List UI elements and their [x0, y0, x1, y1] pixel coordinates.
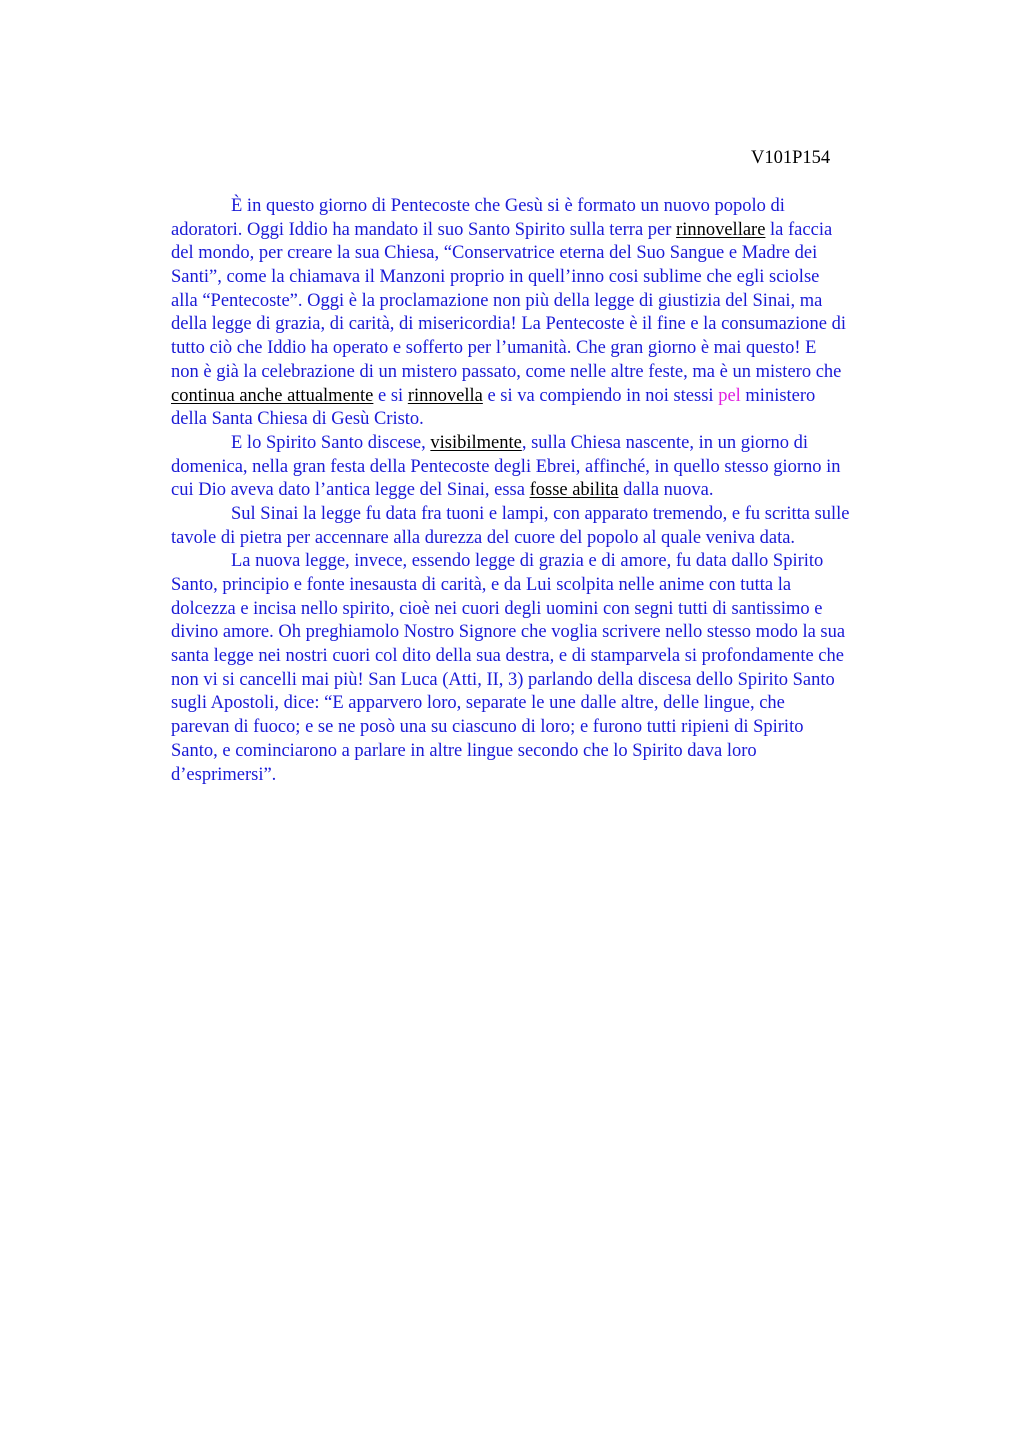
- text-line: sugli Apostoli, dice: “E apparvero loro, separate le une dalle altre, delle lingue, che: [171, 693, 785, 714]
- text-run: e si: [373, 385, 408, 406]
- text-line: del mondo, per creare la sua Chiesa, “Conservatrice eterna del Suo Sangue e Madre dei: [171, 243, 818, 264]
- text-line: non vi si cancelli mai più! San Luca (Atti, II, 3) parlando della discesa dello Spirito Santo: [171, 669, 835, 690]
- text-line: tavole di pietra per accennare alla durezza del cuore del popolo al quale veniva data.: [171, 527, 796, 548]
- text-run: ministero: [740, 385, 816, 406]
- underlined-word: rinnovellare: [676, 219, 766, 240]
- text-run: dalla nuova.: [618, 480, 714, 501]
- text-line: Santi”, come la chiamava il Manzoni proprio in quell’inno cosi sublime che egli sciolse: [171, 267, 820, 288]
- text-line: d’esprimersi”.: [171, 764, 277, 785]
- underlined-word: visibilmente: [430, 432, 522, 453]
- text-line: domenica, nella gran festa della Pentecoste degli Ebrei, affinché, in quello stesso giorno in: [171, 456, 841, 477]
- text-run: , sulla Chiesa nascente, in un giorno di: [521, 432, 809, 453]
- text-line: della legge di grazia, di carità, di misericordia! La Pentecoste è il fine e la consumazione di: [171, 314, 846, 335]
- text-line: Sul Sinai la legge fu data fra tuoni e lampi, con apparato tremendo, e fu scritta sulle: [231, 503, 850, 524]
- text-line: [171, 385, 931, 409]
- document-body: [171, 195, 931, 787]
- text-run: e si va compiendo in noi stessi: [482, 385, 719, 406]
- underlined-word: rinnovella: [407, 385, 483, 406]
- text-run: E lo Spirito Santo discese,: [231, 432, 431, 453]
- text-run: cui Dio aveva dato l’antica legge del Sinai, essa: [171, 480, 530, 501]
- text-run: la faccia: [765, 219, 833, 240]
- underlined-phrase: fosse abilita: [529, 480, 619, 501]
- text-run: adoratori. Oggi Iddio ha mandato il suo Santo Spirito sulla terra per: [171, 219, 677, 240]
- highlighted-word: pel: [718, 385, 741, 406]
- text-line: non è già la celebrazione di un mistero passato, come nelle altre feste, ma è un mistero che: [171, 361, 842, 382]
- text-line: santa legge nei nostri cuori col dito della sua destra, e di stamparvela si profondamente che: [171, 646, 844, 667]
- text-line: [171, 479, 931, 503]
- text-line: parevan di fuoco; e se ne posò una su ciascuno di loro; e furono tutti ripieni di Spirito: [171, 717, 804, 738]
- text-line: della Santa Chiesa di Gesù Cristo.: [171, 409, 424, 430]
- text-line: [171, 219, 931, 243]
- text-line: dolcezza e incisa nello spirito, cioè nei cuori degli uomini con segni tutti di santissimo e: [171, 598, 823, 619]
- text-line: Santo, principio e fonte inesausta di carità, e da Lui scolpita nelle anime con tutta la: [171, 575, 792, 595]
- underlined-phrase: continua anche attualmente: [171, 385, 374, 406]
- text-line: [171, 432, 931, 456]
- text-line: divino amore. Oh preghiamolo Nostro Signore che voglia scrivere nello stesso modo la sua: [171, 622, 846, 643]
- page-reference: V101P154: [751, 148, 831, 168]
- text-line: alla “Pentecoste”. Oggi è la proclamazione non più della legge di giustizia del Sinai, ma: [171, 290, 823, 311]
- text-line: È in questo giorno di Pentecoste che Gesù si è formato un nuovo popolo di: [231, 196, 785, 216]
- text-line: tutto ciò che Iddio ha operato e sofferto per l’umanità. Che gran giorno è mai questo! E: [171, 338, 817, 359]
- text-line: La nuova legge, invece, essendo legge di grazia e di amore, fu data dallo Spirito: [231, 551, 824, 572]
- text-line: Santo, e cominciarono a parlare in altre lingue secondo che lo Spirito dava loro: [171, 740, 757, 761]
